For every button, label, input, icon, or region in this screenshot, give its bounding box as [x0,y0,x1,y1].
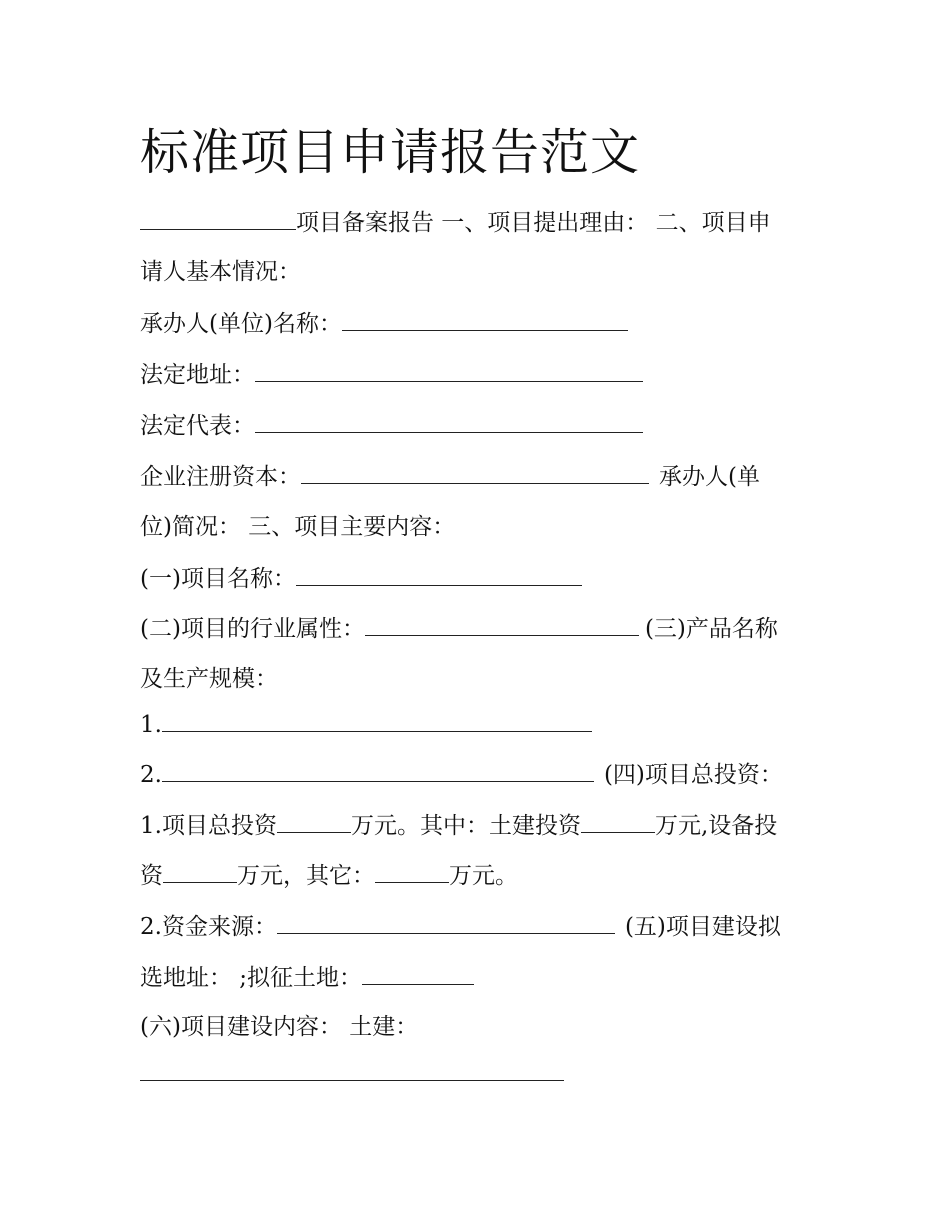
blank-field [277,808,351,833]
line-text: (四)项目总投资： [603,762,783,788]
field-label: 法定代表： [140,413,255,439]
line-legal-address [140,357,643,392]
field-label: 选地址： ;拟征土地： [140,965,363,991]
line-text: (三)产品名称 [644,616,778,642]
field-label: (二)项目的行业属性： [140,616,365,642]
field-label: 资 [140,863,163,889]
line-text: 万元。 [449,863,518,889]
line-site-land [140,960,474,995]
line-production-scale [140,662,278,696]
field-label: 2.资金来源： [140,914,277,940]
blank-field [162,707,592,732]
field-label: 承办人(单位)名称： [140,311,342,337]
line-total-investment [140,808,777,843]
line-item-1 [140,707,592,742]
line-project-name [140,561,582,596]
line-item-2 [140,757,783,792]
field-label: (一)项目名称： [140,566,296,592]
blank-field [140,205,296,230]
field-label: 万元。其中：土建投资 [350,813,581,839]
field-label: 企业注册资本： [140,464,301,490]
blank-field [342,306,628,331]
blank-field [581,808,655,833]
line-funding-source [140,909,781,944]
line-text: 万元,设备投 [654,813,778,839]
line-text: 承办人(单 [659,464,760,490]
blank-field [255,408,643,433]
line-industry-attribute [140,611,778,646]
line-investment-other [140,858,518,893]
line-text: 位)简况： 三、项目主要内容： [140,514,456,540]
line-text: (六)项目建设内容： 土建： [140,1014,419,1040]
field-label: 1.项目总投资 [140,813,277,839]
blank-field [255,357,643,382]
line-text: 请人基本情况： [140,259,301,285]
field-label: 法定地址： [140,362,255,388]
field-label: 1. [140,712,162,738]
line-applicant-info [140,255,301,289]
blank-field [162,757,594,782]
blank-field [140,1056,564,1081]
blank-field [301,459,649,484]
field-label: 万元，其它： [237,863,375,889]
line-applicant-name [140,306,628,341]
line-unit-overview [140,510,455,544]
line-text: 项目备案报告 一、项目提出理由： 二、项目申 [296,210,771,236]
line-text: 及生产规模： [140,666,278,692]
blank-field [375,858,449,883]
blank-field [365,611,639,636]
blank-field [362,960,474,985]
blank-field [277,909,615,934]
line-project-record [140,205,771,240]
line-text: (五)项目建设拟 [624,914,781,940]
document-title: 标准项目申请报告范文 [140,124,641,181]
blank-field [296,561,582,586]
blank-field [163,858,237,883]
line-construction-content [140,1010,418,1044]
field-label: 2. [140,762,162,788]
line-registered-capital [140,459,760,494]
line-legal-representative [140,408,643,443]
line-civil-works-blank [140,1056,564,1091]
